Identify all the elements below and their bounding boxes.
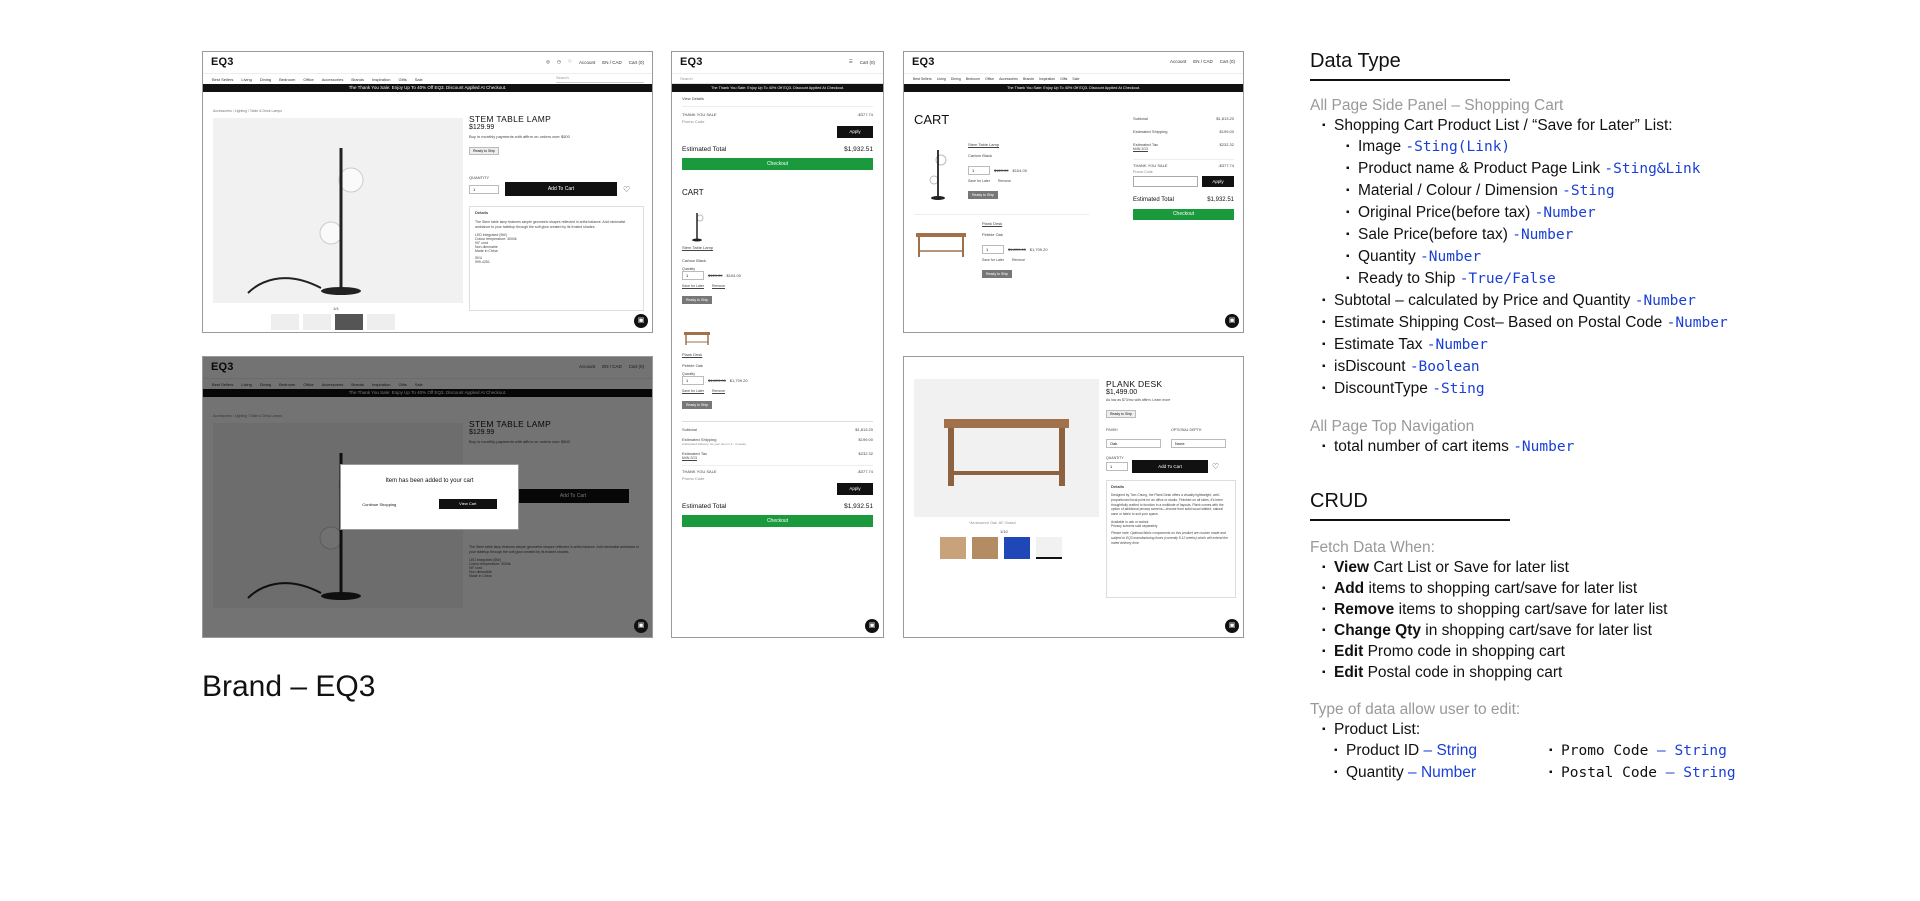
postal-code-link[interactable]: M4N 2G3 xyxy=(682,456,697,460)
original-price: $1,899.00 xyxy=(1008,247,1026,252)
original-price: $1,899.00 xyxy=(708,378,726,383)
list-item: ▪ Change Qty in shopping cart/save for later list xyxy=(1322,620,1910,641)
help-icon[interactable]: ◷ xyxy=(556,59,561,64)
quantity-label: Quantity xyxy=(682,372,696,376)
list-item: ▪ isDiscount -Boolean xyxy=(1322,356,1910,378)
add-to-cart-button[interactable]: Add To Cart xyxy=(505,182,617,196)
list-item: ▪ Estimate Tax -Number xyxy=(1322,334,1910,356)
list-item: ▪ Image -Sting(Link) xyxy=(1346,136,1910,158)
details-description: Designed by Tom Chung, the Plank Desk offers a visually lightweight, well-proportioned focal point for an office or studio. Finished on all sides, it's been thoughtfully crafted to function in a multitude of layouts. Plank comes with the option of additional privacy screens—choose from solid wood slatted, natural cane or fabric to suit your space. xyxy=(1111,493,1224,517)
product-image xyxy=(914,379,1099,517)
nav-item[interactable]: Inspiration xyxy=(372,76,391,82)
checkout-button[interactable]: Checkout xyxy=(682,158,873,170)
modal-message: Item has been added to your cart xyxy=(385,478,474,484)
list-item: ▪ View Cart List or Save for later list xyxy=(1322,557,1910,578)
list-item: ▪ Material / Colour / Dimension -Sting xyxy=(1346,180,1910,202)
details-bullet: Non-dimmable xyxy=(475,245,498,249)
nav-item[interactable]: Living xyxy=(241,76,252,82)
discount-amount: -$377.74 xyxy=(1218,163,1234,168)
nav-item[interactable]: Office xyxy=(984,77,995,81)
promo-banner: The Thank You Sale: Enjoy Up To 40% Off EQ3. Discount Applied At Checkout. xyxy=(203,84,652,92)
remove-link[interactable]: Remove xyxy=(1011,258,1026,262)
quantity-label: Quantity xyxy=(682,267,696,271)
postal-code-link[interactable]: M4N 2G3 xyxy=(1133,147,1148,151)
details-note: Please note: Optional fabric components on this product are custom made and subject to EQ3 manufacturing times (currently 8-12 weeks) which will extend the noted delivery time. xyxy=(1111,530,1228,545)
checkout-button[interactable]: Checkout xyxy=(682,515,873,527)
optional-depth-select[interactable]: None xyxy=(1171,439,1226,448)
estimated-total-amount: $1,932.51 xyxy=(844,503,873,510)
ready-to-ship-badge: Ready to Ship xyxy=(469,147,499,155)
search-input[interactable]: Search xyxy=(672,74,883,84)
quantity-select[interactable]: 1 xyxy=(682,376,704,385)
cart-item-name[interactable]: Stem Table Lamp xyxy=(968,142,1000,147)
estimated-total-label: Estimated Total xyxy=(682,503,727,510)
affirm-text: As low as $73/mo with affirm. Learn more xyxy=(1106,398,1171,402)
nav-item[interactable]: Sale xyxy=(1072,77,1080,81)
details-bullet: Available in oak or walnut xyxy=(1111,519,1149,524)
nav-item[interactable]: Inspiration xyxy=(1039,77,1056,81)
account-link[interactable]: Account xyxy=(1169,59,1187,64)
shipping-note: Anticipated Delivery: As your item in 3 - 4 weeks xyxy=(682,442,747,446)
apply-promo-button[interactable]: Apply xyxy=(837,126,873,138)
cart-item-name[interactable]: Plank Desk xyxy=(682,352,703,357)
details-bullet: Made in China xyxy=(475,249,498,253)
sale-price: $104.00 xyxy=(1012,168,1027,173)
added-to-cart-modal xyxy=(340,464,519,530)
discount-amount: -$377.74 xyxy=(857,112,873,117)
nav-item[interactable]: Gifts xyxy=(1060,77,1068,81)
list-item: ▪ DiscountType -Sting xyxy=(1322,378,1910,400)
desk-illustration xyxy=(914,379,1099,517)
ready-to-ship-badge: Ready to Ship xyxy=(682,401,712,409)
chat-icon[interactable]: ▣ xyxy=(1225,619,1239,633)
continue-shopping-button[interactable]: Continue Shopping xyxy=(362,501,397,507)
finish-label: FINISH xyxy=(1106,428,1118,432)
estimated-total-amount: $1,932.51 xyxy=(1207,197,1234,203)
list-item: ▪ Quantity -Number xyxy=(1346,246,1910,268)
nav-item[interactable]: Best Sellers xyxy=(212,76,234,82)
quantity-select[interactable]: 1 xyxy=(1106,462,1128,471)
image-caption: *As shown in Oak, 46" Closed xyxy=(969,521,1016,525)
documentation-panel xyxy=(1310,50,1910,784)
save-for-later-link[interactable]: Save for Later xyxy=(682,389,704,393)
apply-promo-button[interactable]: Apply xyxy=(1202,176,1234,187)
cart-item-image[interactable] xyxy=(914,221,968,261)
topnav-list xyxy=(1322,436,1910,458)
subtotal-amount: $1,813.20 xyxy=(1216,116,1234,121)
order-summary xyxy=(1133,116,1234,220)
save-for-later-link[interactable]: Save for Later xyxy=(968,179,990,183)
thumbnail[interactable] xyxy=(1036,537,1062,559)
details-description: The Stem table lamp features simple geometric shapes reflected in artful balance. Add minimalist ambiance to your tabletop through the soft glow created by its frosted shades. xyxy=(475,220,626,229)
list-item: ▪ Add items to shopping cart/save for later list xyxy=(1322,578,1910,599)
language-link[interactable]: EN / CAD xyxy=(602,59,622,65)
fetch-heading: Fetch Data When: xyxy=(1310,539,1435,556)
language-link[interactable]: EN / CAD xyxy=(1193,59,1213,64)
screenshot-product-page xyxy=(202,51,653,333)
lamp-illustration xyxy=(213,118,463,303)
list-item: ▪ Promo Code – String xyxy=(1549,740,1779,762)
wishlist-icon[interactable]: ♡ xyxy=(1212,462,1220,471)
original-price: $129.99 xyxy=(994,168,1009,173)
shipping-label: Estimated Shipping xyxy=(1133,129,1168,134)
list-item: ▪ Edit Postal code in shopping cart xyxy=(1322,662,1910,683)
ready-to-ship-badge: Ready to Ship xyxy=(982,270,1012,278)
editable-fields xyxy=(1334,740,1910,784)
promo-banner: The Thank You Sale: Enjoy Up To 40% Off EQ3. Discount Applied At Checkout. xyxy=(904,84,1243,92)
site-header xyxy=(203,52,652,74)
promo-banner: The Thank You Sale: Enjoy Up To 40% Off EQ3. Discount Applied At Checkout. xyxy=(672,84,883,92)
list-item: ▪ Original Price(before tax) -Number xyxy=(1346,202,1910,224)
image-counter: 1/4 xyxy=(333,306,339,311)
sku-value: 999-4251 xyxy=(475,260,490,264)
list-item: ▪ Product List: xyxy=(1322,719,1910,740)
tax-label: Estimated Tax xyxy=(1133,142,1159,147)
promo-code-label: Promo Code xyxy=(682,119,705,124)
cart-item-name[interactable]: Stem Table Lamp xyxy=(682,245,714,250)
finish-select[interactable]: Oak xyxy=(1106,439,1161,448)
breadcrumb[interactable]: Accessories / Lighting / Table & Desk Lamps xyxy=(213,109,282,113)
remove-link[interactable]: Remove xyxy=(997,179,1012,183)
sku-label: SKU xyxy=(475,256,483,260)
quantity-select[interactable]: 1 xyxy=(682,271,704,280)
list-item: ▪ Product name & Product Page Link -Sting&Link xyxy=(1346,158,1910,180)
details-panel xyxy=(469,206,644,311)
nav-item[interactable]: Accessories xyxy=(321,76,344,82)
cart-item-color: Carbon Black xyxy=(682,258,707,263)
list-item: ▪ Quantity – Number xyxy=(1334,762,1549,784)
quantity-select[interactable]: 1 xyxy=(968,166,990,175)
apply-promo-button[interactable]: Apply xyxy=(837,483,873,495)
tax-amount: $232.32 xyxy=(858,451,873,456)
cart-section-heading: All Page Side Panel – Shopping Cart xyxy=(1310,97,1564,114)
discount-label: THANK YOU SALE xyxy=(682,469,717,474)
cart-link[interactable]: Cart (0) xyxy=(628,59,644,65)
main-nav xyxy=(203,74,652,84)
cart-item-color: Pebble Oak xyxy=(682,363,703,368)
add-to-cart-button[interactable]: Add To Cart xyxy=(1132,460,1208,473)
tax-amount: $232.32 xyxy=(1219,142,1234,147)
thumbnail[interactable] xyxy=(271,314,299,330)
nav-item[interactable]: Bedroom xyxy=(279,76,296,82)
cart-item-image[interactable] xyxy=(682,328,712,348)
nav-item[interactable]: Brands xyxy=(1022,77,1035,81)
remove-link[interactable]: Remove xyxy=(711,389,726,393)
details-heading[interactable]: Details xyxy=(1111,484,1125,489)
nav-item[interactable]: Brands xyxy=(351,76,364,82)
estimated-total-label: Estimated Total xyxy=(1133,197,1174,203)
nav-item[interactable]: Dining xyxy=(950,77,961,81)
screenshot-desktop-cart xyxy=(903,51,1244,333)
cart-item-color: Pebble Oak xyxy=(982,232,1003,237)
details-bullet: Colour temperature: 3000k xyxy=(475,237,517,241)
sale-price: $104.00 xyxy=(726,273,741,278)
subtotal-label: Subtotal xyxy=(1133,116,1148,121)
site-header xyxy=(672,52,883,74)
estimated-total-amount: $1,932.51 xyxy=(844,146,873,153)
list-item: ▪ Ready to Ship -True/False xyxy=(1346,268,1910,290)
list-item: ▪ Subtotal – calculated by Price and Quantity -Number xyxy=(1322,290,1910,312)
discount-label: THANK YOU SALE xyxy=(1133,163,1168,168)
nav-item[interactable]: Dining xyxy=(259,76,272,82)
cart-item-name[interactable]: Plank Desk xyxy=(982,221,1003,226)
promo-code-label: Promo Code xyxy=(682,476,705,481)
list-item: ▪ Remove items to shopping cart/save for later list xyxy=(1322,599,1910,620)
location-icon[interactable]: ◎ xyxy=(546,59,550,64)
thumbnail[interactable] xyxy=(335,314,363,330)
quantity-select[interactable]: 1 xyxy=(469,185,499,194)
remove-link[interactable]: Remove xyxy=(711,284,726,288)
list-item: ▪ Edit Promo code in shopping cart xyxy=(1322,641,1910,662)
list-item: ▪ Sale Price(before tax) -Number xyxy=(1346,224,1910,246)
subtotal-label: Subtotal xyxy=(682,427,697,432)
thumbnail-strip xyxy=(940,537,1062,559)
heart-icon[interactable]: ♡ xyxy=(567,59,572,64)
checkout-button[interactable]: Checkout xyxy=(1133,209,1234,220)
cart-fields-list xyxy=(1322,115,1910,400)
menu-icon[interactable]: ☰ xyxy=(848,59,853,64)
sale-price: $1,709.20 xyxy=(1029,247,1048,252)
wishlist-icon[interactable]: ♡ xyxy=(623,184,631,194)
image-counter: 1/10 xyxy=(1000,529,1008,534)
nav-item[interactable]: Gifts xyxy=(398,76,407,82)
logo[interactable]: EQ3 xyxy=(912,56,935,68)
list-item: ▪ Product ID – String xyxy=(1334,740,1549,762)
cart-item-image[interactable] xyxy=(682,209,712,245)
data-type-title: Data Type xyxy=(1310,50,1510,81)
chat-icon[interactable]: ▣ xyxy=(1225,314,1239,328)
chat-icon[interactable]: ▣ xyxy=(634,619,648,633)
screenshot-plank-desk xyxy=(903,356,1244,638)
cart-title: CART xyxy=(914,112,950,127)
cart-title: CART xyxy=(682,188,704,197)
product-price: $1,499.00 xyxy=(1106,389,1138,396)
fetch-list xyxy=(1322,557,1910,683)
account-link[interactable]: Account xyxy=(578,59,596,65)
shipping-amount: $199.00 xyxy=(858,437,873,442)
details-bullet: 90° cord xyxy=(475,241,489,245)
nav-item[interactable]: Sale xyxy=(414,76,423,82)
cart-link[interactable]: Cart (0) xyxy=(1219,59,1235,64)
ready-to-ship-badge: Ready to Ship xyxy=(682,296,712,304)
estimated-total-label: Estimated Total xyxy=(682,146,727,153)
save-for-later-link[interactable]: Save for Later xyxy=(682,284,704,288)
edit-list xyxy=(1322,719,1910,740)
crud-title: CRUD xyxy=(1310,490,1510,521)
quantity-label: QUANTITY xyxy=(1106,456,1124,460)
topnav-section-heading: All Page Top Navigation xyxy=(1310,418,1475,435)
thumbnail[interactable] xyxy=(303,314,331,330)
nav-item[interactable]: Bedroom xyxy=(965,77,980,81)
view-cart-button[interactable]: View Cart xyxy=(439,499,497,509)
list-item: ▪ total number of cart items -Number xyxy=(1322,436,1910,458)
discount-label: THANK YOU SALE xyxy=(682,112,717,117)
nav-item[interactable]: Office xyxy=(303,76,314,82)
list-item: ▪ Postal Code – String xyxy=(1549,762,1779,784)
promo-code-input[interactable] xyxy=(1133,176,1198,187)
view-details-toggle[interactable]: View Details xyxy=(682,96,873,107)
shipping-label: Estimated Shipping xyxy=(682,437,717,442)
product-title: STEM TABLE LAMP xyxy=(469,114,552,124)
brand-caption: Brand – EQ3 xyxy=(202,670,376,703)
sale-price: $1,709.20 xyxy=(729,378,748,383)
edit-heading: Type of data allow user to edit: xyxy=(1310,701,1521,718)
list-item: ▪ Shopping Cart Product List / “Save for Later” List: ▪ Image -Sting(Link) ▪ Product name & Product Page Link -Sting&Link ▪ Material / Colour / Dimension -Sting ▪ Original Price(before tax) -Number ▪ Sale Price(before tax) -Number ▪ Quantity -Number ▪ Ready to Ship -True/False xyxy=(1322,115,1910,290)
promo-code-label: Promo Code xyxy=(1133,170,1153,174)
product-price: $129.99 xyxy=(469,124,495,131)
screenshot-mobile-cart xyxy=(671,51,884,638)
thumbnail[interactable] xyxy=(940,537,966,559)
details-bullet: Privacy screens sold separately xyxy=(1111,523,1158,528)
logo[interactable]: EQ3 xyxy=(680,56,703,68)
details-bullet: LED integrated (6W) xyxy=(475,233,507,237)
cart-link[interactable]: Cart (0) xyxy=(859,59,875,65)
list-item: ▪ Estimate Shipping Cost– Based on Postal Code -Number xyxy=(1322,312,1910,334)
shipping-amount: $199.00 xyxy=(1219,129,1234,134)
original-price: $129.99 xyxy=(708,273,723,278)
subtotal-amount: $1,813.20 xyxy=(855,427,873,432)
cart-item-image[interactable] xyxy=(914,142,954,202)
discount-amount: -$377.74 xyxy=(857,469,873,474)
main-nav xyxy=(904,74,1243,84)
ready-to-ship-badge: Ready to Ship xyxy=(968,191,998,199)
details-panel xyxy=(1106,480,1236,598)
chat-icon[interactable]: ▣ xyxy=(865,619,879,633)
site-header xyxy=(904,52,1243,74)
logo[interactable]: EQ3 xyxy=(211,56,234,68)
chat-icon[interactable]: ▣ xyxy=(634,314,648,328)
affirm-text: Buy in monthly payments with affirm on orders over $500 xyxy=(469,134,570,139)
optional-depth-label: OPTIONAL DEPTH xyxy=(1171,428,1202,432)
nav-item[interactable]: Accessories xyxy=(999,77,1018,81)
thumbnail[interactable] xyxy=(972,537,998,559)
cart-item-color: Carbon Black xyxy=(968,153,993,158)
details-heading[interactable]: Details xyxy=(475,210,489,215)
product-image xyxy=(213,118,463,303)
product-title: PLANK DESK xyxy=(1106,379,1163,389)
thumbnail-strip xyxy=(271,314,395,330)
save-for-later-link[interactable]: Save for Later xyxy=(982,258,1004,262)
thumbnail[interactable] xyxy=(1004,537,1030,559)
ready-to-ship-badge: Ready to Ship xyxy=(1106,410,1136,418)
thumbnail[interactable] xyxy=(367,314,395,330)
nav-item[interactable]: Best Sellers xyxy=(913,77,932,81)
quantity-select[interactable]: 1 xyxy=(982,245,1004,254)
search-input[interactable]: Search xyxy=(556,75,644,83)
quantity-label: QUANTITY xyxy=(469,175,490,180)
tax-label: Estimated Tax xyxy=(682,451,708,456)
screenshot-added-to-cart-modal xyxy=(202,356,653,638)
nav-item[interactable]: Living xyxy=(936,77,946,81)
